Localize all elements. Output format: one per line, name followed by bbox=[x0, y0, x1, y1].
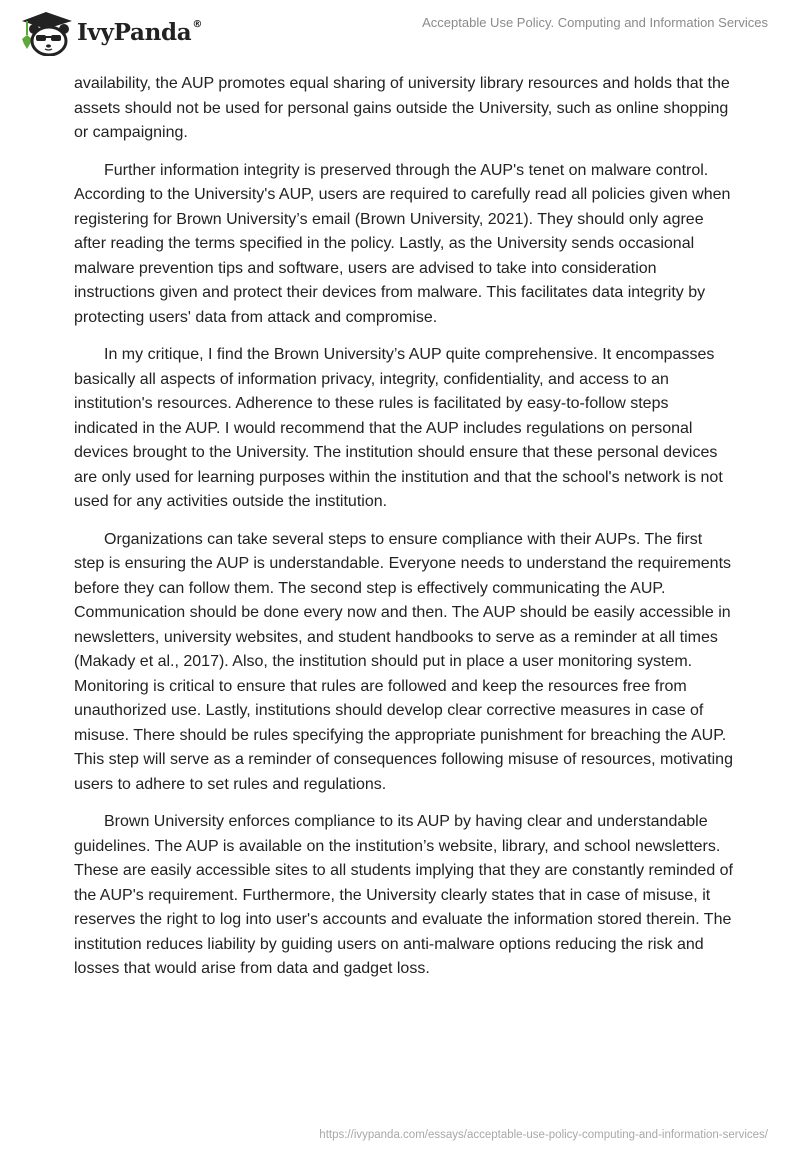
paragraph-malware-control: Further information integrity is preserved through the AUP's tenet on malware control. According to the University's AUP, users are required to carefully read all policies given when registering for Brown University’s email (Brown University, 2021). They should only agree after reading the terms specified in the policy. Lastly, as the University sends occasional malware prevention tips and software, users are advised to take into consideration instructions given and protect their devices from malware. This facilitates data integrity by protecting users' data from attack and compromise. bbox=[74, 161, 731, 326]
page-header bbox=[0, 0, 800, 60]
brand-name: IvyPanda® bbox=[77, 18, 203, 46]
source-url[interactable]: https://ivypanda.com/essays/acceptable-use-policy-computing-and-information-services/ bbox=[319, 1129, 768, 1141]
paragraph-compliance-steps: Organizations can take several steps to ensure compliance with their AUPs. The first step is ensuring the AUP is understandable. Everyone needs to understand the requirements before they can follow them. The second step is effectively communicating the AUP. Communication should be done every now and then. The AUP should be easily accessible in newsletters, university websites, and student handbooks to serve as a reminder at all times (Makady et al., 2017). Also, the institution should put in place a user monitoring system. Monitoring is critical to ensure that rules are followed and keep the resources free from unauthorized use. Lastly, institutions should develop clear corrective measures in case of misuse. There should be rules specifying the appropriate punishment for breaching the AUP. This step will serve as a reminder of consequences following misuse of resources, motivating users to adhere to set rules and regulations. bbox=[74, 530, 733, 793]
ivypanda-logo[interactable] bbox=[18, 8, 202, 56]
paragraph-critique: In my critique, I find the Brown University’s AUP quite comprehensive. It encompasses basically all aspects of information privacy, integrity, confidentiality, and access to an institution's resources. Adherence to these rules is facilitated by easy-to-follow steps indicated in the AUP. I would recommend that the AUP includes regulations on personal devices brought to the University. The institution should ensure that these personal devices are only used for learning purposes within the institution and that the school's network is not used for any activities outside the institution. bbox=[74, 346, 723, 510]
document-title: Acceptable Use Policy. Computing and Information Services bbox=[422, 15, 768, 30]
panda-graduate-icon bbox=[18, 8, 74, 56]
paragraph-brown-enforcement: Brown University enforces compliance to its AUP by having clear and understandable guidelines. The AUP is available on the institution’s website, library, and school newsletters. These are easily accessible sites to all students implying that they are constantly reminded of the AUP's requirement. Furthermore, the University clearly states that in case of misuse, it reserves the right to log into user's accounts and evaluate the information stored therein. The institution reduces liability by guiding users on anti-malware options reducing the risk and losses that would arise from data and gadget loss. bbox=[74, 813, 733, 977]
essay-body bbox=[74, 72, 734, 995]
registered-mark: ® bbox=[192, 18, 203, 30]
paragraph-continuation: availability, the AUP promotes equal sharing of university library resources and holds that the assets should not be used for personal gains outside the University, such as online shopping or campaigning. bbox=[74, 75, 730, 141]
